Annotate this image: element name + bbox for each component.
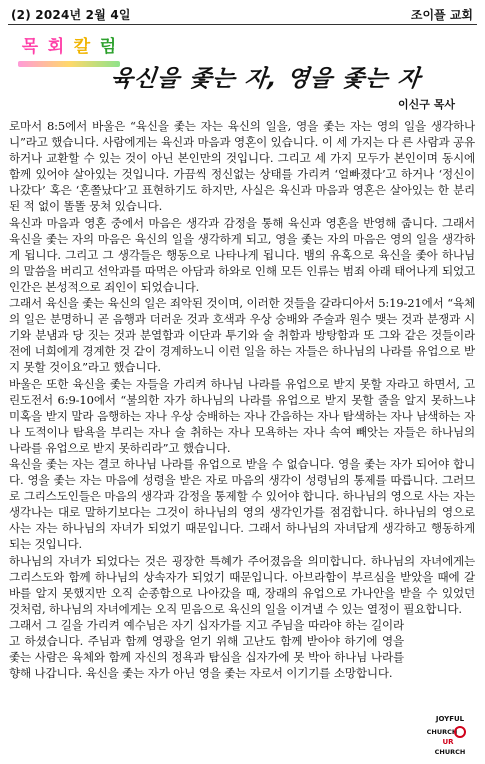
page-header xyxy=(0,0,485,24)
sermon-author: 이신구 목사 xyxy=(398,98,455,111)
paragraph-4: 바울은 또한 육신을 좇는 자들을 가리켜 하나님 나라를 유업으로 받지 못할 자라고 하면서, 고린도전서 6:9-10에서 “불의한 자가 하나님의 나라를 유업으로 받지 못할 줄을 알지 못하느냐 미혹을 받지 말라 음행하는 자나 우상 숭배하는 자나 간음하는 자나 탐색하는 자나 남색하는 자나 도적이나 탐욕을 부리는 자나 술 취하는 자나 모욕하는 자나 속여 빼앗는 자들은 하나님의 나라를 유업으로 받지 못하리라”고 했습니다. xyxy=(9,376,475,455)
church-name: 조이플 교회 xyxy=(410,8,473,22)
logo-text-mid-left: CHURCH xyxy=(427,728,458,736)
paragraph-6: 하나님의 자녀가 되었다는 것은 굉장한 특혜가 주어졌음을 의미합니다. 하나님의 자녀에게는 그리스도와 함께 하나님의 상속자가 되었기 때문입니다. 아브라함이 부르심을 받았을 때에 갈 바를 알지 못했지만 오직 순종함으로 나아갔을 때, 장래의 유업으로 가나안을 받을 수 있었던 것처럼, 하나님의 자녀에게는 오직 믿음으로 육신의 일을 이겨낼 수 있는 열정이 필요합니다. xyxy=(9,553,475,616)
page-date: (2) 2024년 2월 4일 xyxy=(11,8,131,22)
sermon-title: 육신을 좇는 자, 영을 좇는 자 xyxy=(109,66,423,92)
logo-text-bottom: CHURCH xyxy=(434,748,466,756)
paragraph-5: 육신을 좇는 자는 결코 하나님 나라를 유업으로 받을 수 없습니다. 영을 좇는 자가 되어야 합니다. 영을 좇는 자는 마음에 성령을 받은 자로 마음의 생각이 성령님의 통제를 따릅니다. 그러므로 그리스도인들은 마음의 생각과 감정을 통제할 수 있어야 합니다. 하나님의 영으로 사는 자는 생각나는 대로 말하기보다는 그것이 하나님의 영의 생각인가를 점검합니다. 하나님의 영으로 사는 자는 하나님의 자녀가 되었기 때문입니다. 그래서 하나님의 자녀답게 생각하고 행동하게 되는 것입니다. xyxy=(9,456,475,552)
logo-text-mid-right: UR xyxy=(442,738,454,746)
logo-text-top: JOYFUL xyxy=(435,715,465,723)
paragraph-7: 그래서 그 길을 가리켜 예수님은 자기 십자가를 지고 주님을 따라야 하는 길이라고 하셨습니다. 주님과 함께 영광을 얻기 위해 고난도 함께 받아야 하기에 영을 좇는 사람은 육체와 함께 자신의 정욕과 탐심을 십자가에 못 박아 하나님 나라를 향해 나갑니다. 육신을 좇는 자가 아닌 영을 좇는 자로서 이기기를 소망합니다. xyxy=(9,617,404,681)
badge-char-2: 회 xyxy=(47,37,65,57)
joyful-church-logo xyxy=(427,712,473,758)
header-divider xyxy=(8,24,477,25)
column-body xyxy=(9,118,475,681)
paragraph-1: 로마서 8:5에서 바울은 “육신을 좇는 자는 육신의 일을, 영을 좇는 자는 영의 일을 생각하나니”라고 했습니다. 사람에게는 육신과 마음과 영혼이 있습니다. 이 세 가지는 다 른 사람과 공유하거나 교환할 수 있는 것이 아닌 본인만의 것입니다. 그리고 세 가지 모두가 본인이며 동시에 함께 있어야 살아있는 것입니다. 가끔씩 정신없는 상태를 가리켜 ‘얼빠졌다’고 하거나 ‘정신이 나갔다’ 혹은 ‘혼쫄났다’고 표현하기도 하지만, 사실은 육신과 마음과 영혼은 살아있는 한 분리된 적 없이 똘똘 뭉쳐 있습니다. xyxy=(9,119,475,214)
paragraph-3: 그래서 육신을 좇는 육신의 일은 죄악된 것이며, 이러한 것들을 갈라디아서 5:19-21에서 “육체의 일은 분명하니 곧 음행과 더러운 것과 호색과 우상 숭배와 주술과 원수 맺는 것과 분쟁과 시기와 분냄과 당 짓는 것과 분열함과 이단과 투기와 술 취함과 방탕함과 또 그와 같은 것들이라 전에 너희에게 경계한 것 같이 경계하노니 이런 일을 하는 자들은 하나님의 나라를 유업으로 받지 못할 것이요”라고 했습니다. xyxy=(9,296,475,375)
badge-char-3: 칼 xyxy=(73,37,91,57)
badge-char-4: 럼 xyxy=(99,37,117,57)
paragraph-2: 육신과 마음과 영혼 중에서 마음은 생각과 감정을 통해 육신과 영혼을 반영해 줍니다. 그래서 육신을 좇는 자의 마음은 육신의 일을 생각하게 되고, 영을 좇는 자의 마음은 영의 일을 생각하게 됩니다. 그리고 그 생각들은 행동으로 나타나게 됩니다. 뱀의 유혹으로 육신을 좇아 하나님의 말씀을 버리고 선악과를 따먹은 아담과 하와로 인해 모든 인류는 범죄 아래 태어나게 되었고 인간은 본성적으로 죄인이 되었습니다. xyxy=(9,215,475,294)
badge-char-1: 목 xyxy=(21,37,39,57)
